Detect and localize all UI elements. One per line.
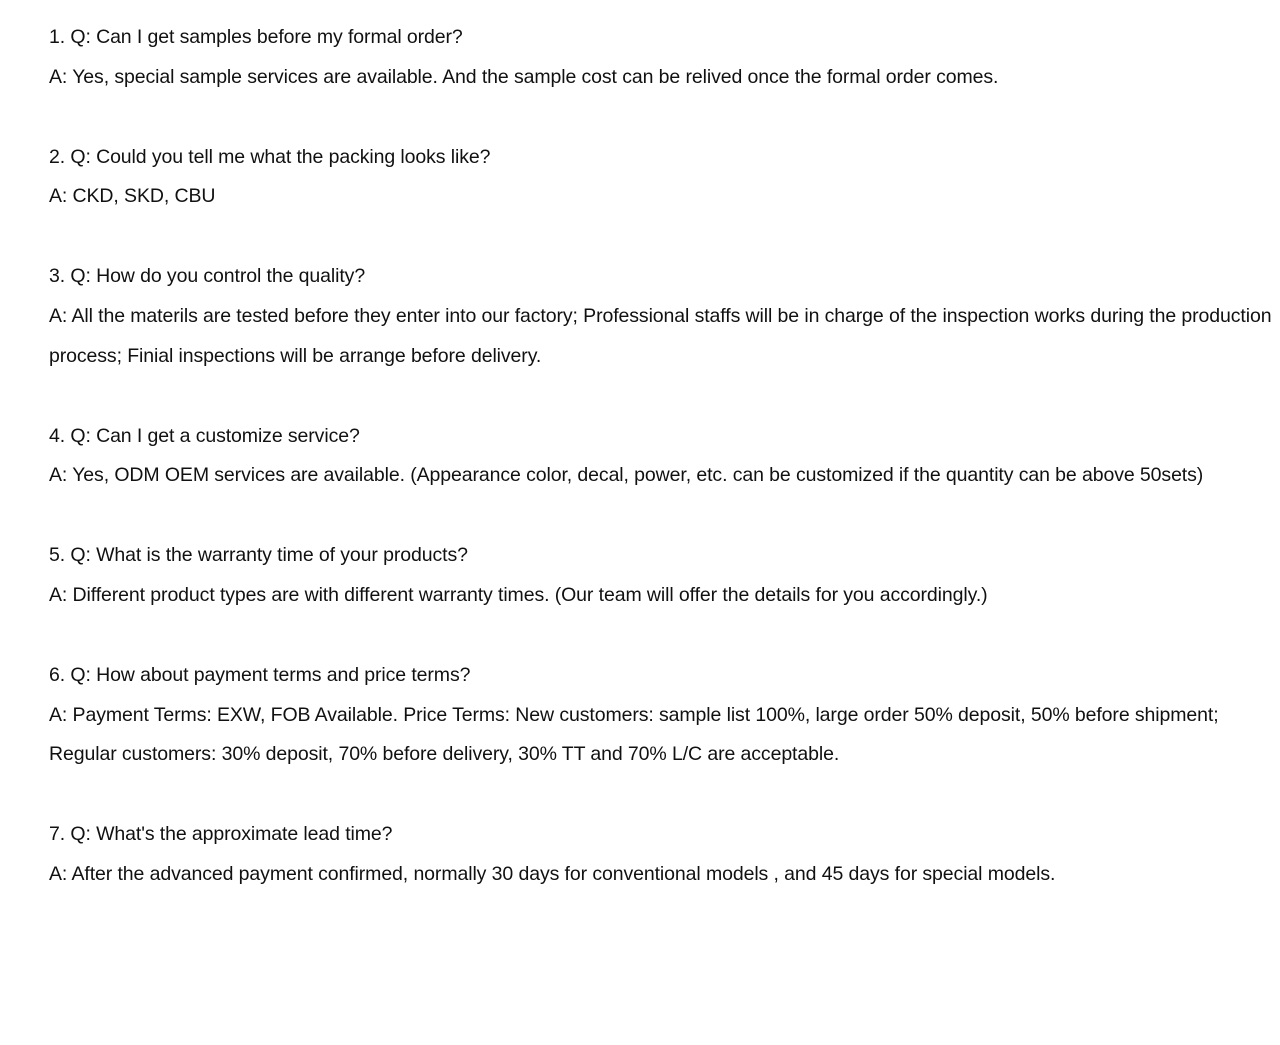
- faq-question: 4. Q: Can I get a customize service?: [49, 424, 360, 447]
- faq-answer: A: Different product types are with different warranty times. (Our team will offer the details for you accordingly.): [49, 583, 988, 606]
- faq-question: 6. Q: How about payment terms and price terms?: [49, 663, 471, 686]
- faq-answer: A: Yes, ODM OEM services are available. (Appearance color, decal, power, etc. can be customized if the quantity can be above 50sets): [49, 464, 1204, 487]
- faq-item-2: [49, 138, 1274, 218]
- faq-question: 7. Q: What's the approximate lead time?: [49, 823, 393, 846]
- faq-question: 1. Q: Can I get samples before my formal order?: [49, 26, 463, 48]
- faq-item-7: [49, 815, 1274, 895]
- faq-item-4: [49, 417, 1274, 497]
- faq-question: 3. Q: How do you control the quality?: [49, 265, 366, 288]
- faq-item-5: [49, 536, 1274, 616]
- faq-item-6: [49, 656, 1274, 775]
- faq-list: [49, 18, 1274, 935]
- faq-answer: A: All the materils are tested before they enter into our factory; Professional staffs will be in charge of the inspection works during the production process; Finial inspections will be arrange before delivery.: [49, 304, 1272, 367]
- faq-item-3: [49, 257, 1274, 376]
- faq-question: 2. Q: Could you tell me what the packing looks like?: [49, 145, 491, 168]
- faq-question: 5. Q: What is the warranty time of your products?: [49, 544, 468, 567]
- faq-answer: A: CKD, SKD, CBU: [49, 185, 216, 208]
- faq-answer: A: After the advanced payment confirmed, normally 30 days for conventional models , and 45 days for special models.: [49, 862, 1056, 885]
- faq-item-1: [49, 18, 1274, 98]
- faq-answer: A: Payment Terms: EXW, FOB Available. Price Terms: New customers: sample list 100%, large order 50% deposit, 50% before shipment; Regular customers: 30% deposit, 70% before delivery, 30% TT and 70% L/C are acceptable.: [49, 703, 1219, 766]
- faq-answer: A: Yes, special sample services are available. And the sample cost can be relived once the formal order comes.: [49, 65, 999, 88]
